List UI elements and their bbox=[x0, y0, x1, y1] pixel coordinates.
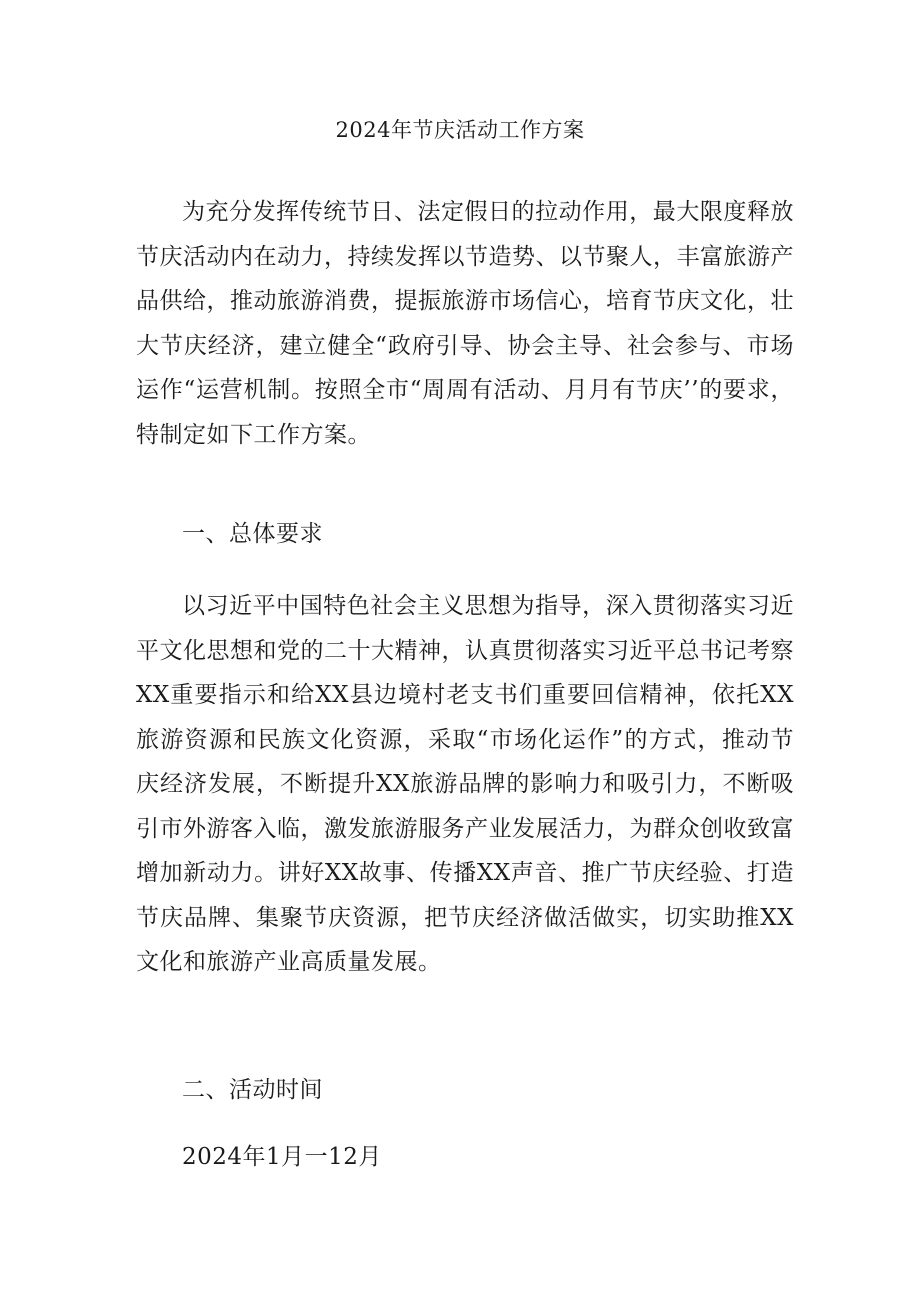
activity-time-value: 2024年1月一12月 bbox=[182, 1144, 382, 1170]
requirements-paragraph: 以习近平中国特色社会主义思想为指导，深入贯彻落实习近平文化思想和党的二十大精神，认真贯彻落实习近平总书记考察XX重要指示和给XX县边境村老支书们重要回信精神，依托XX旅游资源和民族文化资源，采取“市场化运作”的方式，推动节庆经济发展，不断提升XX旅游品牌的影响力和吸引力，不断吸引市外游客入临，激发旅游服务产业发展活力，为群众创收致富增加新动力。讲好XX故事、传播XX声音、推广节庆经验、打造节庆品牌、集聚节庆资源，把节庆经济做活做实，切实助推XX文化和旅游产业高质量发展。 bbox=[136, 593, 794, 975]
intro-paragraph: 为充分发挥传统节日、法定假日的拉动作用，最大限度释放节庆活动内在动力，持续发挥以节造势、以节聚人，丰富旅游产品供给，推动旅游消费，提振旅游市场信心，培育节庆文化，壮大节庆经济，建立健全“政府引导、协会主导、社会参与、市场运作“运营机制。按照全市“周周有活动、月月有节庆’’的要求，特制定如下工作方案。 bbox=[136, 199, 794, 448]
section-heading-requirements: 一、总体要求 bbox=[182, 521, 323, 547]
section-heading-time: 二、活动时间 bbox=[182, 1077, 323, 1103]
document-title: 2024年节庆活动工作方案 bbox=[335, 118, 585, 142]
